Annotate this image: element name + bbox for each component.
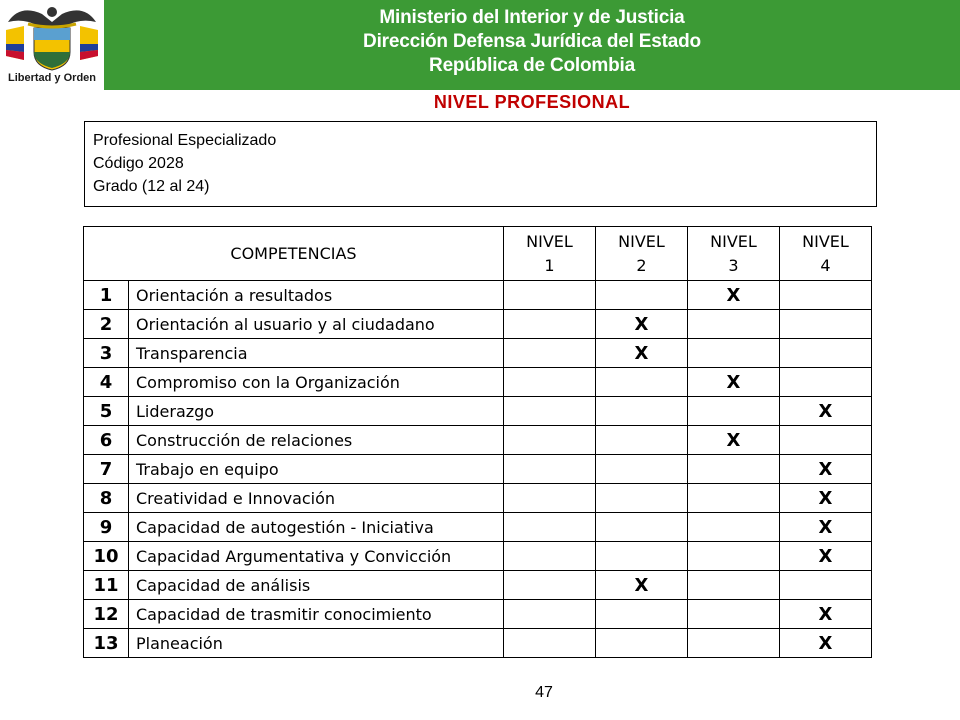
table-row bbox=[84, 542, 872, 571]
level-label: NIVEL bbox=[526, 231, 573, 251]
level-1-header bbox=[504, 227, 596, 281]
competency-number: 8 bbox=[84, 484, 129, 513]
table-row bbox=[84, 600, 872, 629]
level-2-mark bbox=[596, 629, 688, 658]
competency-number: 9 bbox=[84, 513, 129, 542]
level-2-mark: X bbox=[596, 310, 688, 339]
banner-text bbox=[104, 6, 960, 78]
level-1-mark bbox=[504, 455, 596, 484]
section-title: NIVEL PROFESIONAL bbox=[433, 92, 631, 112]
table-row bbox=[84, 281, 872, 310]
level-3-mark bbox=[688, 397, 780, 426]
level-2-mark bbox=[596, 455, 688, 484]
level-3-mark bbox=[688, 455, 780, 484]
table-row bbox=[84, 455, 872, 484]
level-number: 1 bbox=[544, 255, 555, 275]
table-row bbox=[84, 484, 872, 513]
table-row bbox=[84, 310, 872, 339]
level-4-mark: X bbox=[780, 455, 872, 484]
position-code: Código 2028 bbox=[93, 155, 184, 172]
competencies-table-body bbox=[84, 227, 872, 658]
competency-name: Trabajo en equipo bbox=[129, 455, 504, 484]
level-label: NIVEL bbox=[710, 231, 757, 251]
level-4-mark bbox=[780, 339, 872, 368]
level-2-mark bbox=[596, 281, 688, 310]
level-4-mark: X bbox=[780, 513, 872, 542]
level-3-mark bbox=[688, 571, 780, 600]
competency-name: Capacidad de autogestión - Iniciativa bbox=[129, 513, 504, 542]
competencies-table bbox=[83, 226, 872, 658]
level-number: 3 bbox=[728, 255, 739, 275]
competency-name: Liderazgo bbox=[129, 397, 504, 426]
level-number: 4 bbox=[820, 255, 831, 275]
competency-number: 5 bbox=[84, 397, 129, 426]
table-row bbox=[84, 339, 872, 368]
level-1-mark bbox=[504, 281, 596, 310]
competency-name: Capacidad Argumentativa y Convicción bbox=[129, 542, 504, 571]
country-name: República de Colombia bbox=[429, 55, 635, 76]
level-3-header bbox=[688, 227, 780, 281]
level-3-mark bbox=[688, 629, 780, 658]
level-4-mark bbox=[780, 281, 872, 310]
level-2-mark bbox=[596, 600, 688, 629]
level-4-mark bbox=[780, 571, 872, 600]
table-row bbox=[84, 368, 872, 397]
competency-number: 11 bbox=[84, 571, 129, 600]
coat-of-arms-icon bbox=[0, 0, 104, 72]
logo-caption: Libertad y Orden bbox=[7, 72, 97, 84]
level-4-mark: X bbox=[780, 542, 872, 571]
level-3-mark: X bbox=[688, 426, 780, 455]
ministry-name: Ministerio del Interior y de Justicia bbox=[379, 7, 685, 28]
competency-number: 3 bbox=[84, 339, 129, 368]
level-1-mark bbox=[504, 571, 596, 600]
competency-number: 1 bbox=[84, 281, 129, 310]
competency-name: Orientación a resultados bbox=[129, 281, 504, 310]
level-1-mark bbox=[504, 310, 596, 339]
position-grade: Grado (12 al 24) bbox=[93, 178, 210, 195]
level-3-mark bbox=[688, 513, 780, 542]
competency-number: 12 bbox=[84, 600, 129, 629]
level-label: NIVEL bbox=[618, 231, 665, 251]
level-4-mark: X bbox=[780, 600, 872, 629]
level-3-mark bbox=[688, 542, 780, 571]
competency-name: Capacidad de análisis bbox=[129, 571, 504, 600]
level-4-mark bbox=[780, 310, 872, 339]
level-4-header bbox=[780, 227, 872, 281]
level-1-mark bbox=[504, 368, 596, 397]
level-2-mark: X bbox=[596, 339, 688, 368]
competency-name: Compromiso con la Organización bbox=[129, 368, 504, 397]
competency-name: Creatividad e Innovación bbox=[129, 484, 504, 513]
level-2-mark bbox=[596, 397, 688, 426]
coat-of-arms-logo bbox=[0, 0, 104, 96]
competency-number: 10 bbox=[84, 542, 129, 571]
level-4-mark: X bbox=[780, 629, 872, 658]
level-4-mark: X bbox=[780, 484, 872, 513]
position-title: Profesional Especializado bbox=[93, 132, 277, 149]
directorate-name: Dirección Defensa Jurídica del Estado bbox=[363, 31, 701, 52]
level-1-mark bbox=[504, 484, 596, 513]
level-2-mark bbox=[596, 426, 688, 455]
competency-name: Capacidad de trasmitir conocimiento bbox=[129, 600, 504, 629]
level-3-mark: X bbox=[688, 281, 780, 310]
competency-name: Transparencia bbox=[129, 339, 504, 368]
competency-number: 6 bbox=[84, 426, 129, 455]
level-1-mark bbox=[504, 426, 596, 455]
table-row bbox=[84, 426, 872, 455]
level-4-mark: X bbox=[780, 397, 872, 426]
level-1-mark bbox=[504, 513, 596, 542]
header-banner bbox=[104, 0, 960, 90]
level-1-mark bbox=[504, 600, 596, 629]
level-1-mark bbox=[504, 542, 596, 571]
level-4-mark bbox=[780, 368, 872, 397]
table-row bbox=[84, 397, 872, 426]
competency-name: Planeación bbox=[129, 629, 504, 658]
level-3-mark bbox=[688, 339, 780, 368]
table-row bbox=[84, 629, 872, 658]
level-3-mark bbox=[688, 310, 780, 339]
level-number: 2 bbox=[636, 255, 647, 275]
level-3-mark bbox=[688, 600, 780, 629]
competencies-header: COMPETENCIAS bbox=[84, 227, 504, 281]
level-2-mark bbox=[596, 484, 688, 513]
page-number: 47 bbox=[535, 684, 553, 701]
level-2-mark bbox=[596, 368, 688, 397]
competency-name: Construcción de relaciones bbox=[129, 426, 504, 455]
level-1-mark bbox=[504, 339, 596, 368]
level-1-mark bbox=[504, 397, 596, 426]
level-2-mark bbox=[596, 542, 688, 571]
level-2-header bbox=[596, 227, 688, 281]
competency-number: 7 bbox=[84, 455, 129, 484]
level-3-mark bbox=[688, 484, 780, 513]
level-1-mark bbox=[504, 629, 596, 658]
position-info-box bbox=[84, 121, 877, 207]
level-3-mark: X bbox=[688, 368, 780, 397]
competency-name: Orientación al usuario y al ciudadano bbox=[129, 310, 504, 339]
table-row bbox=[84, 513, 872, 542]
table-header-row bbox=[84, 227, 872, 281]
level-2-mark bbox=[596, 513, 688, 542]
competency-number: 2 bbox=[84, 310, 129, 339]
level-2-mark: X bbox=[596, 571, 688, 600]
level-label: NIVEL bbox=[802, 231, 849, 251]
table-row bbox=[84, 571, 872, 600]
competency-number: 13 bbox=[84, 629, 129, 658]
competency-number: 4 bbox=[84, 368, 129, 397]
level-4-mark bbox=[780, 426, 872, 455]
